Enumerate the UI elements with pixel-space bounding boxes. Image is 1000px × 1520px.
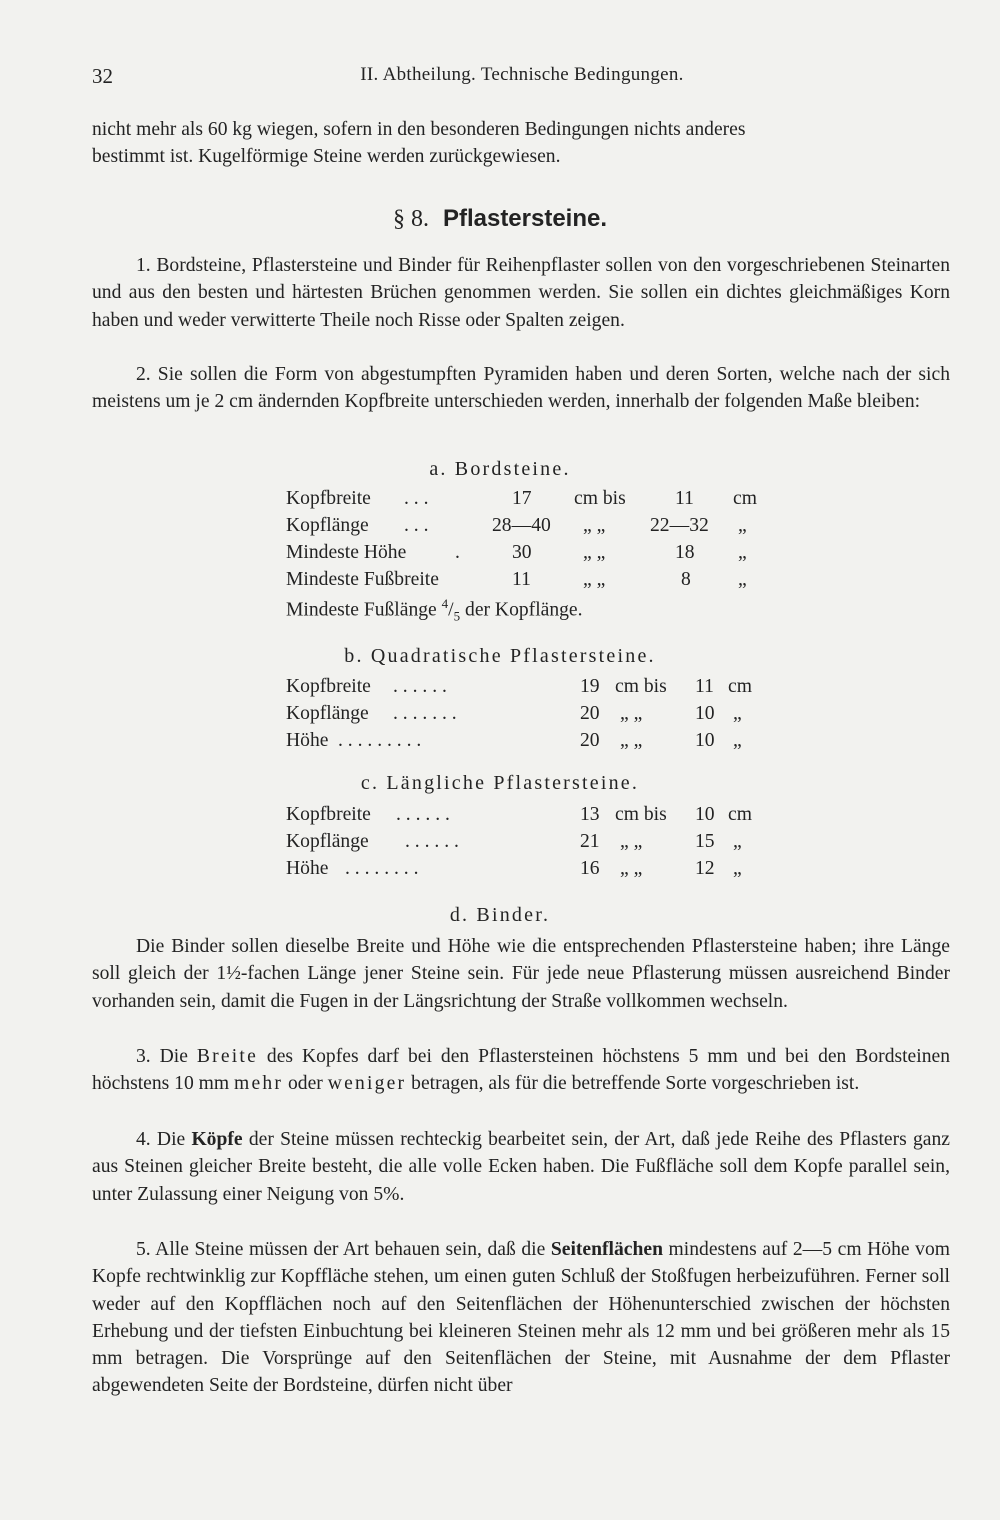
paragraph-text: 1. Bordsteine, Pflastersteine und Binder für Reihenpflaster sollen von den vorgeschriebenen Steinarten und aus den besten und härtesten Brüchen genommen werden. Sie sollen ein dichtes gleichmäßiges Korn haben und weder verwitterte Theile noch Risse oder Spalten zeigen.	[92, 255, 950, 331]
row-label: Mindeste Fußbreite	[286, 569, 439, 590]
subheading-binder: d. Binder.	[449, 904, 551, 926]
row-label: Höhe	[286, 730, 329, 751]
paragraph-text	[92, 1236, 950, 1400]
text-run: oder	[283, 1073, 328, 1095]
value-connector: „ „	[620, 858, 643, 879]
paragraph-4	[92, 1126, 950, 1208]
value-max: 20	[580, 730, 600, 751]
value-unit: cm	[733, 488, 757, 509]
value-max: 28—40	[492, 515, 551, 536]
value-connector: „ „	[583, 569, 606, 590]
binder-paragraph	[92, 933, 950, 1015]
value-unit: „	[733, 831, 742, 852]
value-connector: „ „	[620, 703, 643, 724]
text-run: 3. Die	[136, 1046, 197, 1067]
row-dots: . . .	[404, 488, 429, 509]
row-label: Kopfbreite	[286, 676, 371, 697]
value-min: 8	[681, 569, 691, 590]
value-connector: „ „	[583, 515, 606, 536]
value-max: 21	[580, 831, 600, 852]
row-label: Kopfbreite	[286, 804, 371, 825]
value-max: 11	[512, 569, 531, 590]
paragraph-text	[92, 1043, 950, 1098]
running-title: II. Abtheilung. Technische Bedingungen.	[360, 64, 684, 85]
page-header	[92, 64, 952, 96]
section-number: § 8.	[392, 206, 429, 232]
table-row-last: Mindeste Fußlänge $^4/_5$ der Kopflänge.	[286, 596, 583, 624]
paragraph-2	[92, 361, 950, 416]
paragraph-text: 2. Sie sollen die Form von abgestumpften Pyramiden haben und deren Sorten, welche nach der sich meistens um je 2 cm ändernden Kopfbreite unterschieden werden, innerhalb der folgenden Maße bleiben:	[92, 364, 950, 413]
intro-line: bestimmt ist. Kugelförmige Steine werden zurückgewiesen.	[92, 146, 561, 168]
row-dots: . . . . . . . . .	[338, 730, 422, 751]
page-number: 32	[92, 64, 113, 88]
value-min: 10	[695, 730, 715, 751]
paragraph-5	[92, 1236, 950, 1400]
value-min: 15	[695, 831, 715, 852]
intro-line: nicht mehr als 60 kg wiegen, sofern in den besonderen Bedingungen nichts anderes	[92, 119, 746, 140]
value-connector: „ „	[620, 730, 643, 751]
section-heading: Pflastersteine.	[442, 205, 608, 232]
row-dots: . . . . . . .	[393, 703, 457, 724]
value-min: 22—32	[650, 515, 709, 536]
value-min: 18	[675, 542, 695, 563]
row-label: Kopflänge	[286, 703, 369, 724]
row-dots: . . . . . .	[405, 831, 459, 852]
fraction-denominator: 5	[453, 608, 461, 624]
value-connector: cm bis	[574, 488, 626, 509]
value-max: 16	[580, 858, 600, 879]
value-max: 20	[580, 703, 600, 724]
intro-paragraph	[92, 116, 950, 171]
row-dots: . . . . . .	[396, 804, 450, 825]
value-connector: „ „	[620, 831, 643, 852]
value-connector: „ „	[583, 542, 606, 563]
row-dots: .	[455, 542, 460, 563]
text-run: 4. Die	[136, 1129, 192, 1150]
bold-run: Seitenflächen	[550, 1239, 663, 1260]
row-label: Kopflänge	[286, 831, 369, 852]
row-label: Kopflänge	[286, 515, 369, 536]
section-title	[0, 205, 1000, 233]
emphasis-run: mehr	[234, 1073, 284, 1095]
row-dots: . . .	[404, 515, 429, 536]
bold-run: Köpfe	[191, 1129, 243, 1150]
row-label: Mindeste Höhe	[286, 542, 407, 563]
row-label: Kopfbreite	[286, 488, 371, 509]
text-run: der Steine müssen rechteckig bearbeitet sein, der Art, daß jede Reihe des Pflasters ganz aus Steinen gleicher Breite besteht, die alle volle Ecken haben. Die Fußfläche soll dem Kopfe parallel sein, unter Zulassung einer Neigung von 5%.	[92, 1129, 950, 1205]
subheading-quadratische: b. Quadratische Pflastersteine.	[344, 645, 656, 667]
text-run: betragen, als für die betreffende Sorte vorgeschrieben ist.	[406, 1073, 860, 1095]
emphasis-run: weniger	[327, 1073, 407, 1095]
value-unit: „	[738, 515, 747, 536]
value-min: 10	[695, 804, 715, 825]
value-max: 17	[512, 488, 532, 509]
row-label: Mindeste Fußlänge	[286, 599, 437, 621]
paragraph-1	[92, 252, 950, 334]
value-min: 10	[695, 703, 715, 724]
paragraph-3	[92, 1043, 950, 1098]
value-unit: „	[738, 542, 747, 563]
value-max: 19	[580, 676, 600, 697]
emphasis-run: Breite	[196, 1046, 258, 1067]
value-unit: „	[738, 569, 747, 590]
paragraph-text	[92, 1126, 950, 1208]
value-min: 11	[695, 676, 714, 697]
row-dots: . . . . . . . .	[345, 858, 419, 879]
value-unit: cm	[728, 676, 752, 697]
text-run: des Kopfes darf bei den Pflastersteinen höchstens 5 mm und bei den Bordsteinen höchstens 10 mm	[92, 1046, 950, 1095]
subheading-bordsteine: a. Bordsteine.	[429, 458, 571, 480]
row-label: Höhe	[286, 858, 329, 879]
value-unit: „	[733, 730, 742, 751]
text-run: 5. Alle Steine müssen der Art behauen sein, daß die	[136, 1239, 551, 1260]
value-max: 30	[512, 542, 532, 563]
row-dots: . . . . . .	[393, 676, 447, 697]
value-unit: „	[733, 703, 742, 724]
row-text: der Kopflänge.	[465, 599, 583, 621]
value-min: 11	[675, 488, 694, 509]
value-max: 13	[580, 804, 600, 825]
fraction-numerator: 4	[441, 596, 449, 611]
value-unit: „	[733, 858, 742, 879]
subheading-laengliche: c. Längliche Pflastersteine.	[360, 772, 640, 794]
value-connector: cm bis	[615, 676, 667, 697]
value-connector: cm bis	[615, 804, 667, 825]
value-min: 12	[695, 858, 715, 879]
paragraph-text: Die Binder sollen dieselbe Breite und Höhe wie die entsprechenden Pflastersteine haben; ihre Länge soll gleich der 1½-fachen Länge jener Steine sein. Für jede neue Pflasterung müssen ausreichend Binder vorhanden sein, damit die Fugen in der Längsrichtung der Straße vollkommen wechseln.	[92, 936, 950, 1012]
text-run: mindestens auf 2—5 cm Höhe vom Kopfe rechtwinklig zur Kopffläche stehen, um einen guten Schluß der Stoßfugen herbeizuführen. Ferner soll weder auf den Kopfflächen noch auf den Seitenflächen der Höhenunterschied zwischen der höchsten Erhebung und der tiefsten Einbuchtung bei kleineren Steinen mehr als 12 mm und bei größeren mehr als 15 mm betragen. Die Vorsprünge auf den Seitenflächen der Steine, mit Ausnahme der dem Pflaster abgewendeten Seite der Bordsteine, dürfen nicht über	[92, 1239, 950, 1397]
value-unit: cm	[728, 804, 752, 825]
